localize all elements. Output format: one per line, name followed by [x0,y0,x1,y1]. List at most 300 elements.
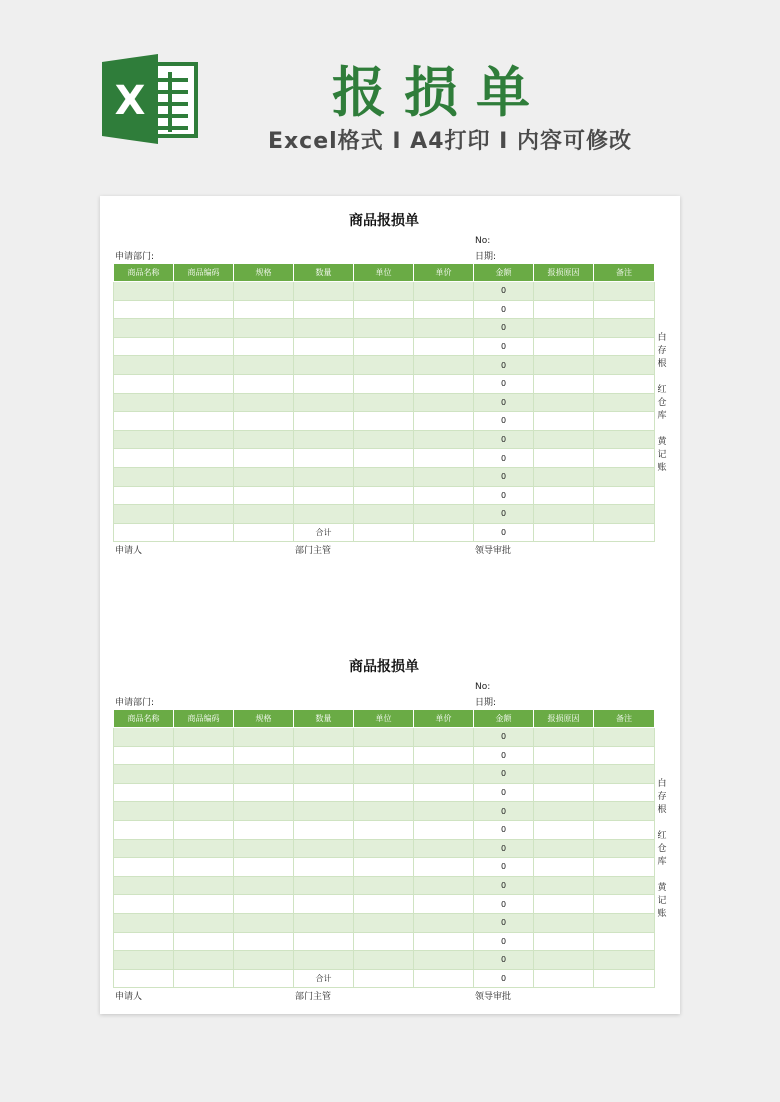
table-row [114,783,655,802]
table-cell[interactable] [354,932,414,951]
table-cell[interactable] [174,783,234,802]
table-cell[interactable] [234,783,294,802]
table-cell[interactable] [594,820,655,839]
table-cell[interactable] [234,412,294,431]
table-cell[interactable]: 0 [474,969,534,988]
table-cell[interactable] [534,746,594,765]
table-cell[interactable] [174,356,234,375]
table-cell[interactable]: 0 [474,932,534,951]
table-cell[interactable] [294,300,354,319]
table-cell[interactable] [414,820,474,839]
copy-label-gap [656,371,668,384]
table-cell[interactable]: 0 [474,430,534,449]
copy-label-char: 库 [657,857,667,867]
table-cell[interactable] [414,523,474,542]
table-cell[interactable]: 0 [474,913,534,932]
copy-label-char: 红 [657,831,667,841]
table-row [114,449,655,468]
table-cell[interactable]: 0 [474,746,534,765]
table-cell[interactable]: 0 [474,449,534,468]
table-cell[interactable] [354,969,414,988]
table-cell[interactable] [534,913,594,932]
table-cell[interactable] [534,467,594,486]
table-cell[interactable]: 0 [474,486,534,505]
table-cell[interactable] [174,728,234,747]
table-cell[interactable] [234,523,294,542]
table-cell[interactable] [174,858,234,877]
table-cell[interactable] [354,783,414,802]
table-cell[interactable] [234,505,294,524]
table-cell[interactable] [594,839,655,858]
table-cell[interactable] [414,374,474,393]
table-cell[interactable] [294,319,354,338]
table-cell[interactable] [594,393,655,412]
table-cell[interactable] [414,951,474,970]
table-cell[interactable] [534,449,594,468]
table-cell[interactable] [534,430,594,449]
table-cell[interactable] [534,839,594,858]
table-cell[interactable] [234,969,294,988]
table-cell[interactable] [414,486,474,505]
no-label: No: [475,236,491,246]
table-cell[interactable] [114,282,174,301]
table-cell[interactable]: 0 [474,505,534,524]
table-cell[interactable] [354,412,414,431]
table-cell[interactable] [234,486,294,505]
table-cell[interactable] [354,802,414,821]
table-cell[interactable] [534,300,594,319]
table-cell[interactable] [594,876,655,895]
table-cell[interactable] [294,374,354,393]
table-cell[interactable] [594,746,655,765]
table-cell[interactable] [354,746,414,765]
table-cell[interactable] [174,951,234,970]
table-cell[interactable] [114,802,174,821]
table-cell[interactable]: 0 [474,765,534,784]
table-row [114,467,655,486]
table-cell[interactable] [294,802,354,821]
table-cell[interactable] [414,783,474,802]
table-cell[interactable] [354,430,414,449]
table-cell[interactable] [354,913,414,932]
table-cell[interactable] [174,505,234,524]
table-cell[interactable] [294,765,354,784]
table-cell[interactable] [414,728,474,747]
table-cell[interactable] [534,374,594,393]
table-cell[interactable] [414,505,474,524]
table-cell[interactable] [354,393,414,412]
table-cell[interactable] [174,765,234,784]
table-cell[interactable] [114,430,174,449]
table-cell[interactable] [114,356,174,375]
table-cell[interactable] [294,895,354,914]
table-cell[interactable] [234,858,294,877]
table-cell[interactable] [594,802,655,821]
table-cell[interactable] [174,449,234,468]
table-cell[interactable] [294,282,354,301]
table-cell[interactable] [354,858,414,877]
table-cell[interactable] [414,282,474,301]
table-cell[interactable] [234,728,294,747]
table-cell[interactable] [234,746,294,765]
column-header: 金额 [474,264,534,282]
table-cell[interactable]: 0 [474,858,534,877]
table-cell[interactable] [534,337,594,356]
column-header: 数量 [294,710,354,728]
table-row [114,393,655,412]
table-cell[interactable] [114,412,174,431]
table-row [114,858,655,877]
table-cell[interactable] [114,374,174,393]
table-cell[interactable] [114,839,174,858]
table-cell[interactable] [294,876,354,895]
table-cell[interactable] [534,951,594,970]
table-cell[interactable]: 0 [474,951,534,970]
table-cell[interactable] [294,356,354,375]
excel-logo-icon [100,54,200,144]
table-cell[interactable] [414,839,474,858]
table-cell[interactable] [174,486,234,505]
copy-label-char: 白 [657,779,667,789]
table-cell[interactable] [234,300,294,319]
table-cell[interactable] [534,412,594,431]
table-cell[interactable] [174,839,234,858]
footer-applicant: 申请人 [115,546,143,556]
table-cell[interactable] [294,505,354,524]
table-cell[interactable]: 0 [474,356,534,375]
table-cell[interactable] [114,728,174,747]
table-cell[interactable] [594,356,655,375]
table-cell[interactable] [354,449,414,468]
table-cell[interactable] [174,467,234,486]
table-cell[interactable] [414,412,474,431]
table-cell[interactable] [294,430,354,449]
table-cell[interactable] [414,932,474,951]
table-cell[interactable]: 0 [474,820,534,839]
table-cell[interactable] [174,282,234,301]
table-cell[interactable]: 0 [474,895,534,914]
table-cell[interactable] [174,300,234,319]
table-cell[interactable] [114,820,174,839]
goods-table [113,709,655,988]
table-row [114,412,655,431]
table-cell[interactable] [414,393,474,412]
table-cell[interactable] [294,449,354,468]
table-cell[interactable] [354,895,414,914]
table-cell[interactable] [534,783,594,802]
table-cell[interactable] [174,523,234,542]
table-cell[interactable] [534,895,594,914]
table-cell[interactable] [594,932,655,951]
table-cell[interactable] [534,282,594,301]
table-cell[interactable] [294,412,354,431]
table-cell[interactable] [354,300,414,319]
copy-label-gap [656,869,668,882]
table-cell[interactable] [414,430,474,449]
table-cell[interactable] [294,486,354,505]
table-cell[interactable] [534,876,594,895]
column-header: 备注 [594,264,655,282]
table-cell[interactable]: 0 [474,319,534,338]
table-cell[interactable] [294,951,354,970]
table-cell[interactable] [354,356,414,375]
table-cell[interactable]: 0 [474,876,534,895]
table-cell[interactable] [294,820,354,839]
table-cell[interactable] [594,319,655,338]
table-cell[interactable] [174,374,234,393]
table-cell[interactable] [594,895,655,914]
table-cell[interactable] [594,337,655,356]
table-cell[interactable] [114,746,174,765]
table-cell[interactable] [294,337,354,356]
table-cell[interactable] [594,282,655,301]
table-cell[interactable] [414,802,474,821]
column-header: 数量 [294,264,354,282]
table-cell[interactable]: 0 [474,802,534,821]
table-cell[interactable] [234,449,294,468]
copy-label-char: 根 [657,805,667,815]
table-cell[interactable]: 0 [474,300,534,319]
table-cell[interactable] [294,858,354,877]
table-cell[interactable] [534,802,594,821]
table-cell[interactable] [594,913,655,932]
table-cell[interactable] [594,765,655,784]
table-cell[interactable] [534,932,594,951]
table-row [114,374,655,393]
table-cell[interactable] [594,412,655,431]
table-cell[interactable] [354,486,414,505]
table-cell[interactable] [114,932,174,951]
table-header-row [114,264,655,282]
table-cell[interactable] [594,300,655,319]
table-cell[interactable] [534,523,594,542]
table-cell[interactable] [114,783,174,802]
table-cell[interactable] [114,951,174,970]
table-cell[interactable] [234,467,294,486]
table-cell[interactable] [114,858,174,877]
table-cell[interactable] [594,505,655,524]
table-cell[interactable] [534,356,594,375]
table-cell[interactable] [534,393,594,412]
table-cell[interactable] [294,913,354,932]
table-cell[interactable] [114,505,174,524]
table-cell[interactable] [414,969,474,988]
no-label: No: [475,682,491,692]
table-cell[interactable] [114,523,174,542]
table-cell[interactable] [114,337,174,356]
table-cell[interactable] [414,913,474,932]
table-cell[interactable] [594,969,655,988]
table-cell[interactable]: 0 [474,282,534,301]
table-cell[interactable] [534,486,594,505]
table-cell[interactable] [234,393,294,412]
table-cell[interactable] [594,430,655,449]
table-row [114,913,655,932]
table-cell[interactable] [234,765,294,784]
table-cell[interactable] [114,467,174,486]
table-cell[interactable]: 0 [474,523,534,542]
table-cell[interactable] [414,876,474,895]
table-cell[interactable] [294,783,354,802]
copy-label-char: 仓 [657,398,667,408]
table-row [114,876,655,895]
column-header: 商品名称 [114,710,174,728]
dept-label: 申请部门: [115,698,155,708]
table-row [114,746,655,765]
table-row [114,839,655,858]
table-cell[interactable] [114,969,174,988]
copy-label-char: 存 [657,346,667,356]
table-cell[interactable] [234,951,294,970]
table-cell[interactable]: 0 [474,337,534,356]
table-cell[interactable] [414,449,474,468]
table-cell[interactable] [294,467,354,486]
table-cell[interactable] [234,839,294,858]
table-cell[interactable] [354,505,414,524]
table-cell[interactable] [174,913,234,932]
date-label: 日期: [475,698,497,708]
table-cell[interactable] [534,765,594,784]
table-cell[interactable] [354,765,414,784]
table-cell[interactable] [174,969,234,988]
table-cell[interactable] [114,449,174,468]
table-cell[interactable] [174,430,234,449]
table-cell[interactable] [234,282,294,301]
table-cell[interactable] [234,319,294,338]
table-cell[interactable] [294,932,354,951]
table-cell[interactable] [414,356,474,375]
table-cell[interactable] [114,319,174,338]
table-cell[interactable] [414,300,474,319]
table-cell[interactable] [234,876,294,895]
table-cell[interactable] [354,523,414,542]
table-cell[interactable] [414,858,474,877]
table-cell[interactable]: 0 [474,728,534,747]
copy-label-gap [656,423,668,436]
dept-label: 申请部门: [115,252,155,262]
table-cell[interactable] [174,393,234,412]
table-cell[interactable] [594,783,655,802]
table-cell[interactable] [534,820,594,839]
column-header: 报损原因 [534,710,594,728]
table-cell[interactable] [354,319,414,338]
table-cell[interactable] [594,374,655,393]
table-cell[interactable] [234,356,294,375]
column-header: 规格 [234,264,294,282]
copy-label-char: 账 [657,463,667,473]
table-cell[interactable] [234,337,294,356]
table-cell[interactable] [174,932,234,951]
table-cell[interactable] [234,895,294,914]
table-cell[interactable] [174,820,234,839]
table-row [114,932,655,951]
copy-label-char: 白 [657,333,667,343]
footer-supervisor: 部门主管 [295,546,332,556]
table-cell[interactable]: 0 [474,839,534,858]
copy-label-char: 账 [657,909,667,919]
table-row [114,895,655,914]
table-cell[interactable] [174,337,234,356]
table-cell[interactable] [114,765,174,784]
main-title: 报损单 [332,61,548,124]
table-cell[interactable] [114,486,174,505]
table-cell[interactable] [414,337,474,356]
table-cell[interactable] [534,319,594,338]
paper-sheet [100,196,680,1014]
table-cell[interactable] [594,449,655,468]
table-cell[interactable] [594,728,655,747]
table-cell[interactable]: 0 [474,412,534,431]
table-cell[interactable] [354,876,414,895]
table-cell[interactable] [594,486,655,505]
table-cell[interactable] [234,430,294,449]
table-cell[interactable] [414,319,474,338]
table-cell[interactable] [414,467,474,486]
table-cell[interactable] [174,895,234,914]
table-cell[interactable] [114,393,174,412]
table-cell[interactable]: 0 [474,467,534,486]
table-cell[interactable] [174,876,234,895]
total-label: 合计 [294,969,354,988]
table-cell[interactable] [114,300,174,319]
table-cell[interactable] [354,820,414,839]
table-cell[interactable] [354,374,414,393]
table-cell[interactable] [594,951,655,970]
table-cell[interactable] [534,505,594,524]
table-cell[interactable] [414,746,474,765]
table-cell[interactable] [354,951,414,970]
table-cell[interactable] [114,913,174,932]
table-cell[interactable] [294,839,354,858]
table-cell[interactable] [294,393,354,412]
copy-label-char: 记 [657,450,667,460]
table-cell[interactable] [234,913,294,932]
table-cell[interactable] [534,858,594,877]
table-cell[interactable]: 0 [474,393,534,412]
table-cell[interactable] [114,895,174,914]
table-cell[interactable] [534,969,594,988]
table-cell[interactable] [354,728,414,747]
table-cell[interactable] [414,895,474,914]
table-cell[interactable] [234,932,294,951]
table-cell[interactable] [174,319,234,338]
table-cell[interactable] [234,820,294,839]
table-cell[interactable] [354,467,414,486]
table-cell[interactable] [354,337,414,356]
table-cell[interactable] [594,858,655,877]
table-cell[interactable] [114,876,174,895]
table-cell[interactable] [234,374,294,393]
table-cell[interactable]: 0 [474,374,534,393]
table-cell[interactable] [174,412,234,431]
table-cell[interactable] [594,523,655,542]
table-cell[interactable] [594,467,655,486]
table-cell[interactable] [174,802,234,821]
footer-approval: 领导审批 [475,992,512,1002]
table-cell[interactable] [354,282,414,301]
table-row [114,337,655,356]
table-cell[interactable] [534,728,594,747]
table-cell[interactable] [414,765,474,784]
table-cell[interactable] [174,746,234,765]
table-cell[interactable] [294,746,354,765]
table-cell[interactable]: 0 [474,783,534,802]
footer-applicant: 申请人 [115,992,143,1002]
table-cell[interactable] [354,839,414,858]
table-row [114,820,655,839]
table-cell[interactable] [234,802,294,821]
table-cell[interactable] [294,728,354,747]
